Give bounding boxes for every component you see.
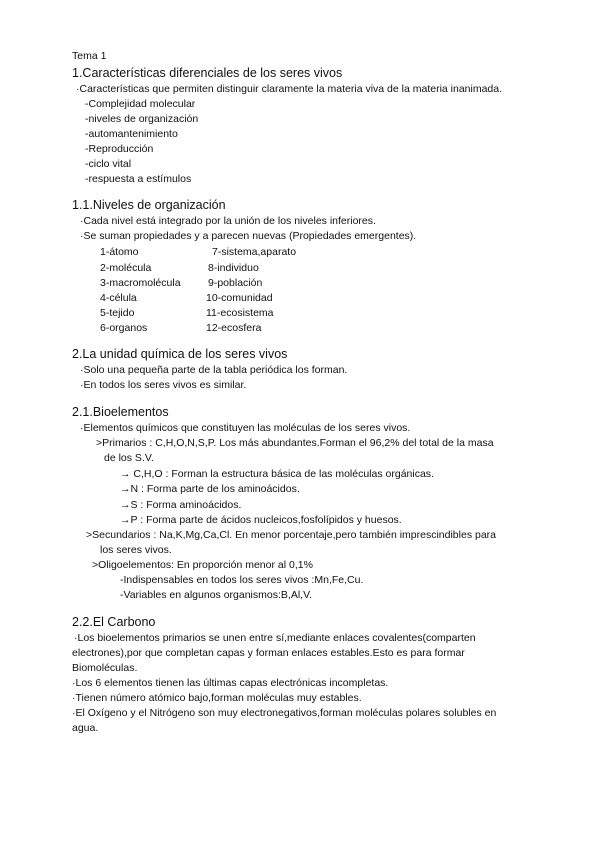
- paragraph-line: ·Tienen número atómico bajo,forman moléculas muy estables.: [72, 692, 362, 704]
- arrow-item: →P : Forma parte de ácidos nucleicos,fosfolípidos y huesos.: [120, 514, 402, 526]
- paragraph-line: electrones),por que completan capas y forman enlaces estables.Esto es para formar: [72, 647, 465, 659]
- level-item: 1-átomo: [100, 246, 139, 258]
- level-item: 7-sistema,aparato: [212, 246, 297, 258]
- paragraph-line: Biomoléculas.: [72, 662, 138, 674]
- primarios-line: >Primarios : C,H,O,N,S,P. Los más abundantes.Forman el 96,2% del total de la masa: [96, 437, 494, 449]
- primarios-line: de los S.V.: [104, 452, 154, 464]
- list-item: -automantenimiento: [85, 128, 178, 140]
- paragraph-line: agua.: [72, 722, 99, 734]
- section-1-heading: 1.Características diferenciales de los seres vivos: [72, 66, 343, 80]
- secundarios-line: >Secundarios : Na,K,Mg,Ca,Cl. En menor porcentaje,pero también imprescindibles para: [86, 529, 496, 541]
- paragraph-line: ·Se suman propiedades y a parecen nuevas (Propiedades emergentes).: [80, 230, 417, 242]
- list-item: -Complejidad molecular: [85, 98, 196, 110]
- secundarios-line: los seres vivos.: [100, 544, 172, 556]
- paragraph-line: ·En todos los seres vivos es similar.: [80, 379, 247, 391]
- oligo-item: -Variables en algunos organismos:B,Al,V.: [120, 589, 313, 601]
- oligoelementos-line: >Oligoelementos: En proporción menor al 0,1%: [92, 559, 313, 571]
- list-item: -niveles de organización: [85, 113, 199, 125]
- section-1-intro: ·Características que permiten distinguir claramente la materia viva de la materia inanimada.: [76, 83, 503, 95]
- paragraph-line: ·Los bioelementos primarios se unen entre sí,mediante enlaces covalentes(comparten: [74, 632, 476, 644]
- section-1-1-heading: 1.1.Niveles de organización: [72, 198, 226, 212]
- level-item: 11-ecosistema: [206, 307, 274, 319]
- list-item: -Reproducción: [85, 143, 154, 155]
- section-2-1-heading: 2.1.Bioelementos: [72, 405, 169, 419]
- arrow-item: →N : Forma parte de los aminoácidos.: [120, 483, 300, 495]
- list-item: -ciclo vital: [85, 158, 132, 170]
- level-item: 6-organos: [100, 322, 148, 334]
- paragraph-line: ·Elementos químicos que constituyen las moléculas de los seres vivos.: [80, 422, 411, 434]
- tema-label: Tema 1: [72, 50, 107, 62]
- paragraph-line: ·Cada nivel está integrado por la unión de los niveles inferiores.: [80, 215, 376, 227]
- level-item: 9-población: [208, 277, 263, 289]
- section-2-2-heading: 2.2.El Carbono: [72, 615, 156, 629]
- level-item: 12-ecosfera: [206, 322, 262, 334]
- level-item: 3-macromolécula: [100, 277, 181, 289]
- arrow-item: → C,H,O : Forman la estructura básica de las moléculas orgánicas.: [120, 468, 434, 480]
- arrow-item: →S : Forma aminoácidos.: [120, 499, 242, 511]
- level-item: 8-individuo: [208, 262, 259, 274]
- paragraph-line: ·Los 6 elementos tienen las últimas capas electrónicas incompletas.: [72, 677, 389, 689]
- paragraph-line: ·Solo una pequeña parte de la tabla periódica los forman.: [80, 364, 348, 376]
- section-2-heading: 2.La unidad química de los seres vivos: [72, 347, 288, 361]
- level-item: 2-molécula: [100, 262, 152, 274]
- level-item: 10-comunidad: [206, 292, 273, 304]
- paragraph-line: ·El Oxígeno y el Nitrógeno son muy electronegativos,forman moléculas polares solubles en: [72, 707, 497, 719]
- level-item: 5-tejido: [100, 307, 135, 319]
- level-item: 4-célula: [100, 292, 137, 304]
- oligo-item: -Indispensables en todos los seres vivos :Mn,Fe,Cu.: [120, 574, 364, 586]
- list-item: -respuesta a estímulos: [85, 173, 192, 185]
